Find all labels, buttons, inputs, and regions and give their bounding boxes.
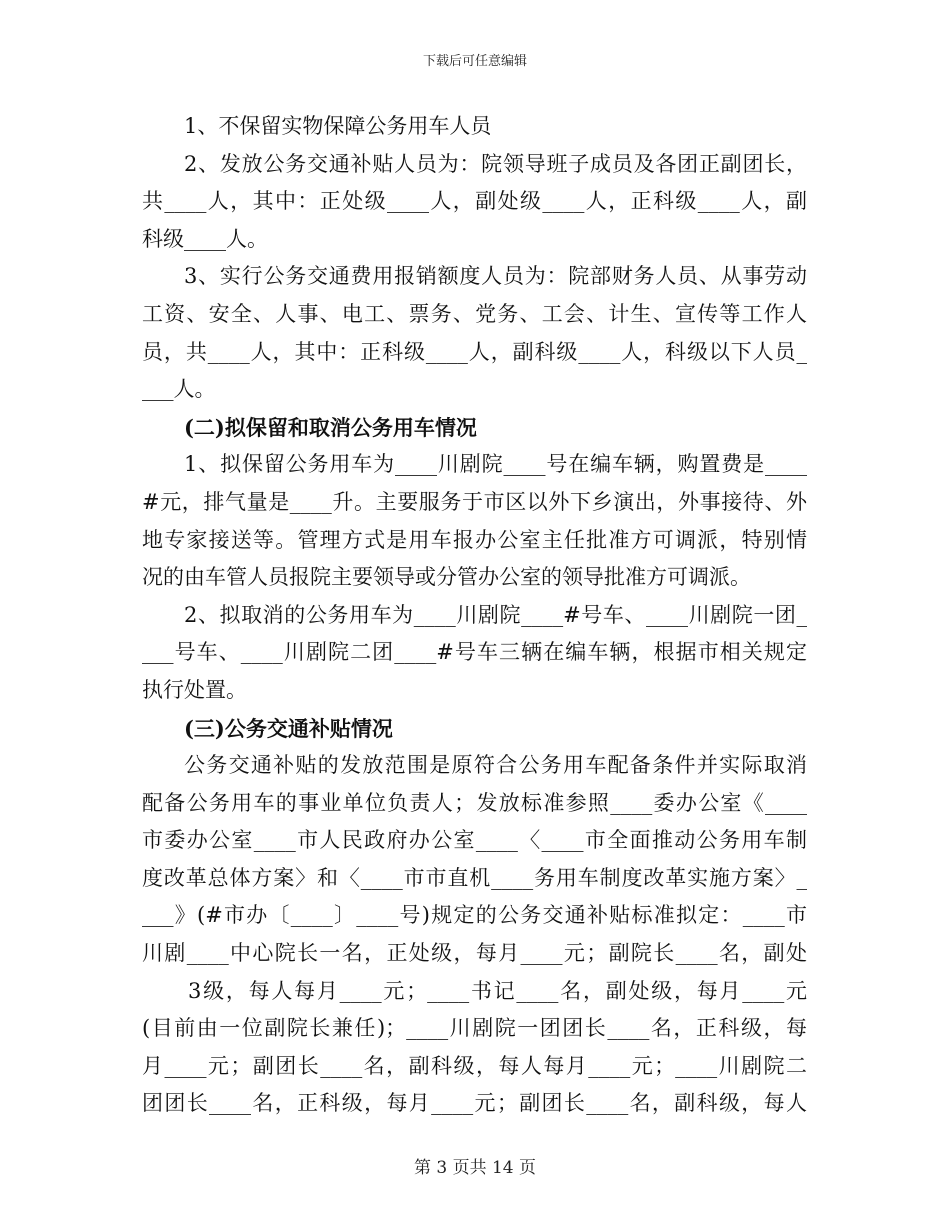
paragraph-line: 度改革总体方案〉和〈____市市直机____务用车制度改革实施方案〉_: [142, 865, 807, 890]
paragraph-line: #元，排气量是____升。主要服务于市区以外下乡演出，外事接待、外: [142, 489, 807, 514]
paragraph-line: 1、拟保留公务用车为____川剧院____号在编车辆，购置费是____: [184, 452, 807, 477]
paragraph-line: 配备公务用车的事业单位负责人；发放标准参照____委办公室《____: [142, 790, 807, 815]
paragraph-line: 3、实行公务交通费用报销额度人员为：院部财务人员、从事劳动: [184, 264, 807, 289]
paragraph-line: 市委办公室____市人民政府办公室____〈____市全面推动公务用车制: [142, 828, 807, 853]
paragraph-line: 况的由车管人员报院主要领导或分管办公室的领导批准方可调派。: [142, 565, 751, 590]
paragraph-line: 2、拟取消的公务用车为____川剧院____#号车、____川剧院一团_: [184, 602, 807, 627]
section-heading: (二)拟保留和取消公务用车情况: [184, 414, 477, 440]
page-header: 下载后可任意编辑: [422, 54, 527, 69]
paragraph-line: 团团长____名，正科级，每月____元；副团长____名，副科级，每人: [142, 1091, 807, 1116]
paragraph-line: 地专家接送等。管理方式是用车报办公室主任批准方可调派，特别情: [142, 527, 807, 552]
paragraph-line: 川剧____中心院长一名，正处级，每月____元；副院长____名，副处: [142, 941, 807, 966]
paragraph-line: 共____人，其中：正处级____人，副处级____人，正科级____人，副: [142, 189, 807, 214]
paragraph-line: 工资、安全、人事、电工、票务、党务、工会、计生、宣传等工作人: [142, 301, 807, 326]
section-heading: (三)公务交通补贴情况: [184, 715, 393, 741]
page-footer: 第 3 页共 14 页: [413, 1158, 537, 1178]
paragraph-line: ___号车、____川剧院二团____#号车三辆在编车辆，根据市相关规定: [142, 640, 807, 665]
paragraph-line: (目前由一位副院长兼任)；____川剧院一团团长____名，正科级，每: [142, 1016, 807, 1041]
paragraph-line: 月____元；副团长____名，副科级，每人每月____元；____川剧院二: [142, 1053, 807, 1078]
paragraph-line: 2、发放公务交通补贴人员为：院领导班子成员及各团正副团长，: [184, 151, 807, 176]
paragraph-line: 员，共____人，其中：正科级____人，副科级____人，科级以下人员_: [142, 339, 807, 364]
document-body: [142, 108, 807, 1123]
paragraph-line: 3级，每人每月____元；____书记____名，副处级，每月____元: [188, 978, 807, 1003]
paragraph-line: ___人。: [142, 377, 216, 402]
paragraph-line: 1、不保留实物保障公务用车人员: [184, 114, 492, 138]
paragraph-line: 科级____人。: [142, 226, 268, 251]
paragraph-line: 执行处置。: [142, 677, 247, 702]
paragraph-line: 公务交通补贴的发放范围是原符合公务用车配备条件并实际取消: [184, 753, 807, 778]
paragraph-line: ___》(#市办〔____〕____号)规定的公务交通补贴标准拟定：____市: [142, 903, 807, 928]
